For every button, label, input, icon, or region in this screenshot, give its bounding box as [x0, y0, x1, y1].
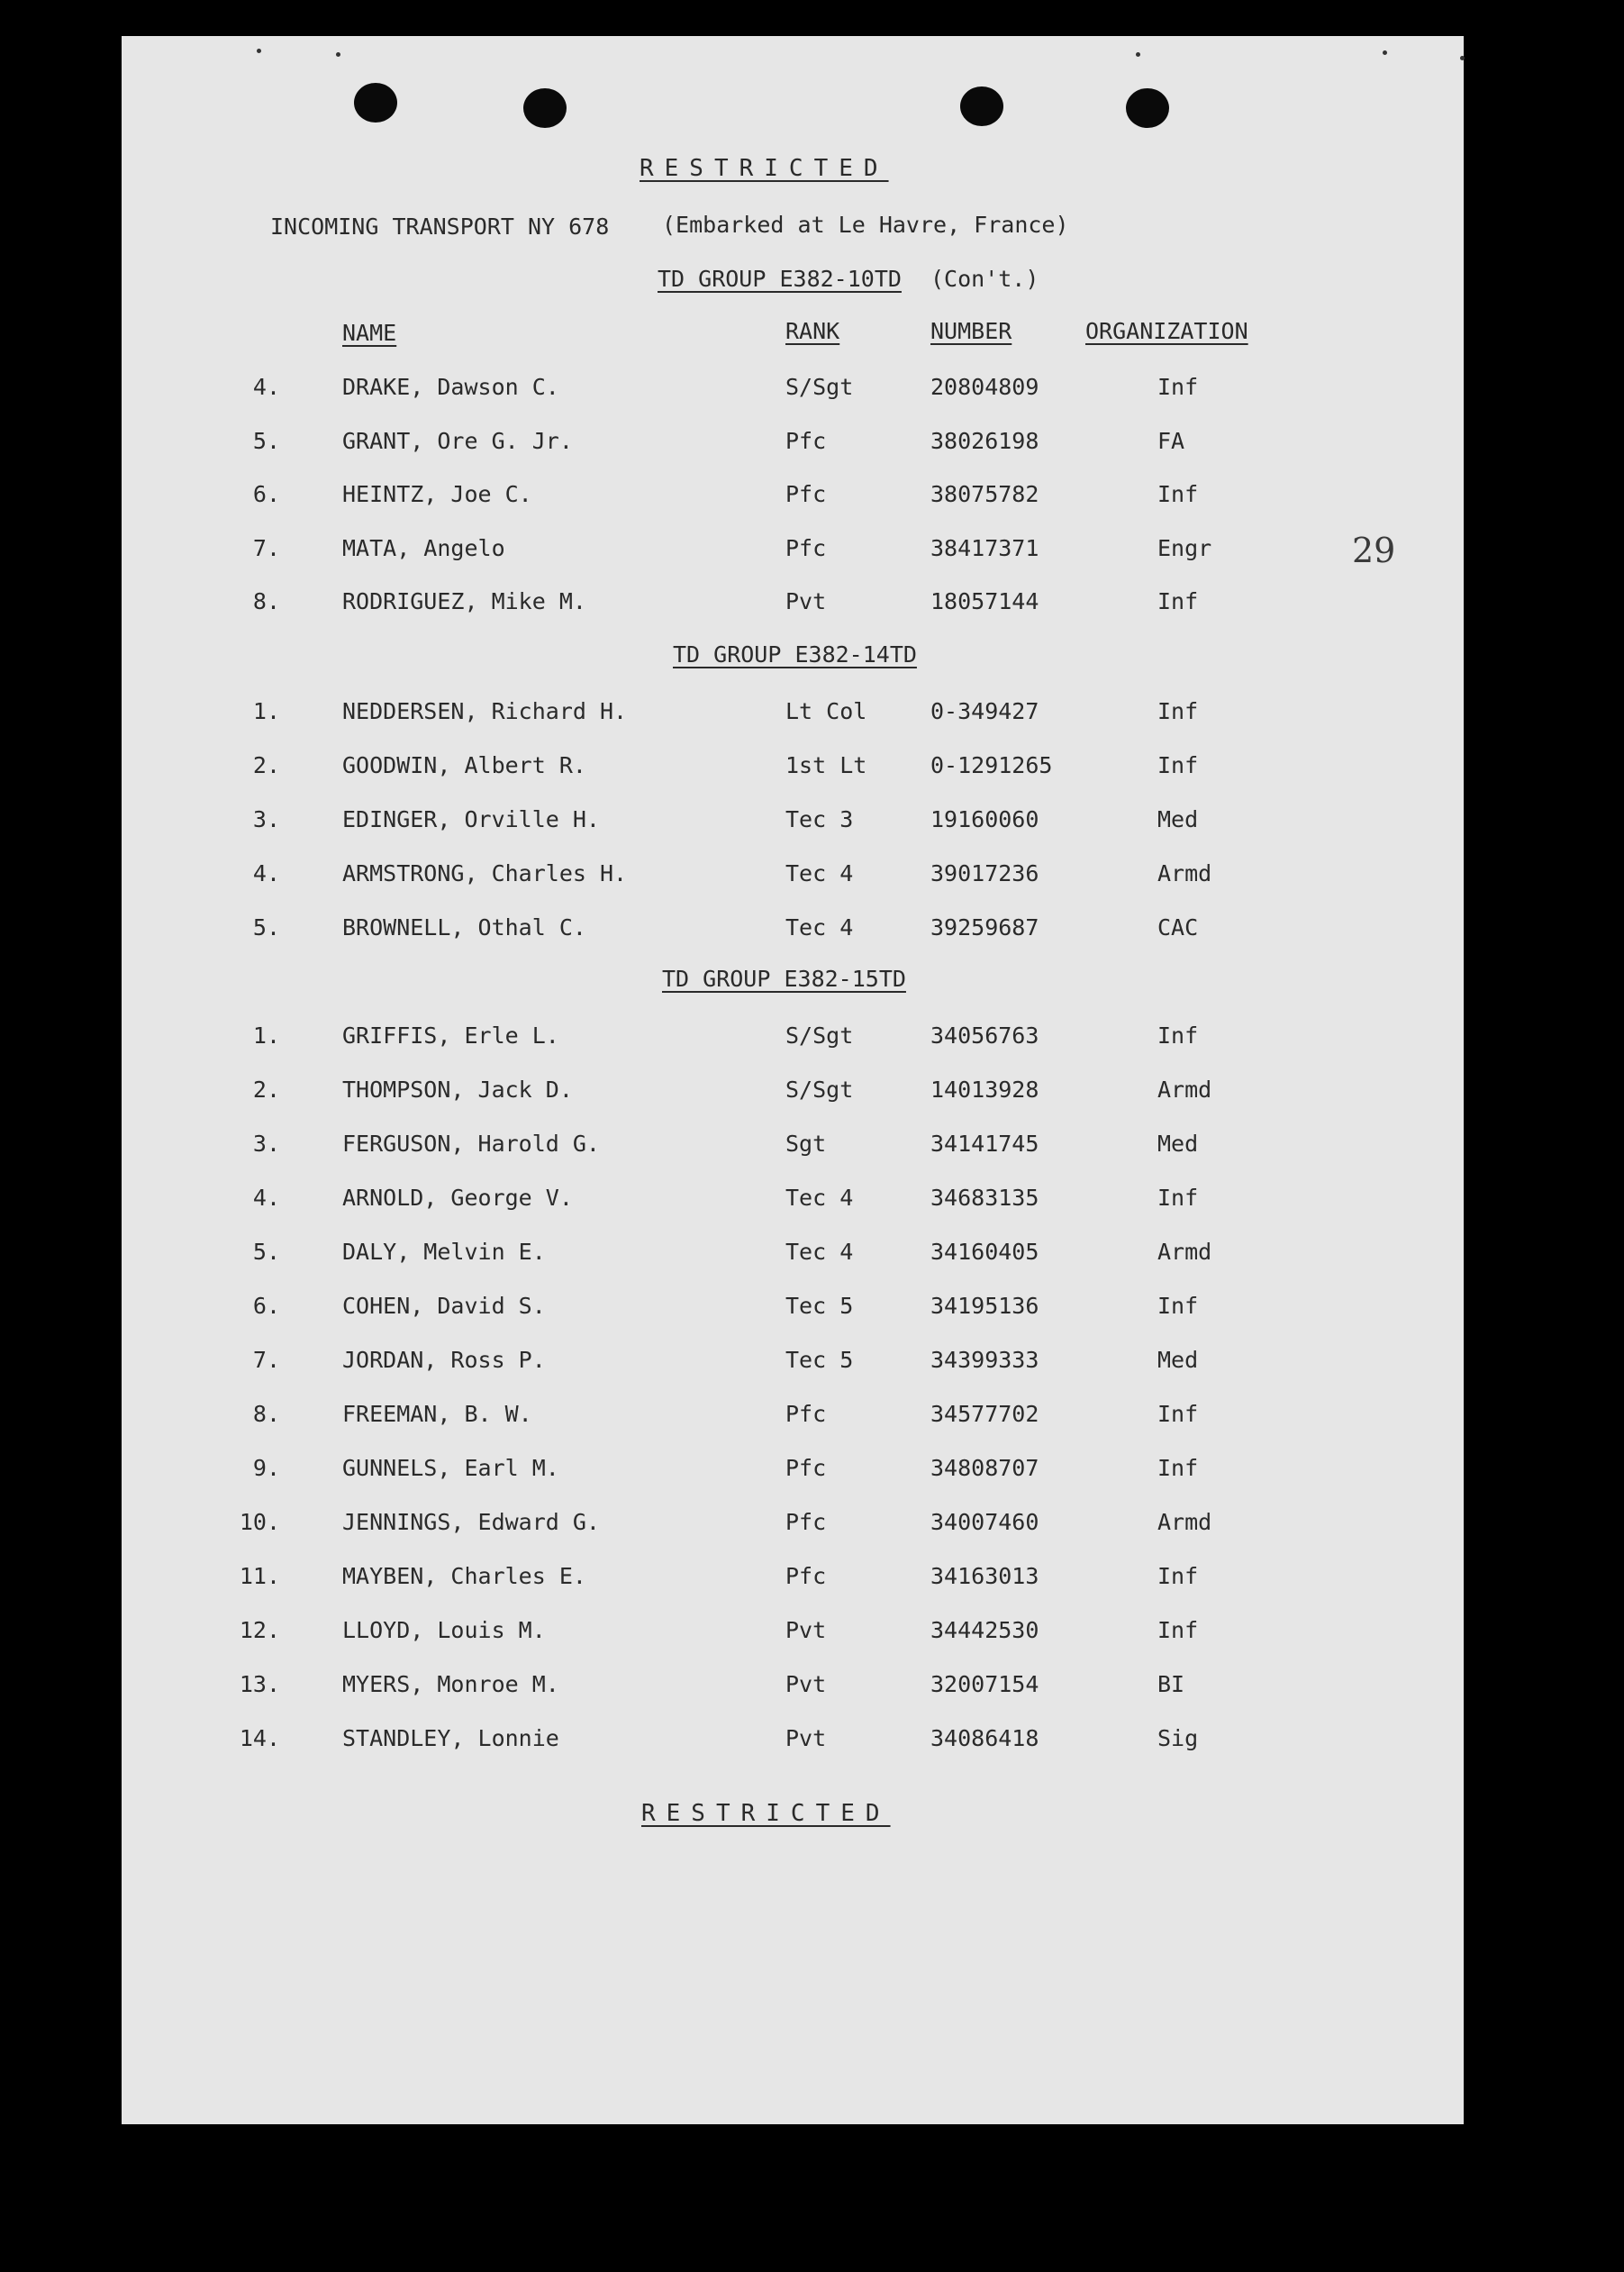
row-organization: Inf	[1157, 1185, 1199, 1211]
row-number: 34007460	[930, 1509, 1039, 1535]
row-organization: Med	[1157, 1131, 1199, 1157]
row-number: 39017236	[930, 860, 1039, 886]
row-name: GOODWIN, Albert R.	[342, 752, 586, 778]
row-rank: Pvt	[785, 1671, 827, 1697]
row-index: 7.	[252, 535, 280, 561]
row-rank: S/Sgt	[785, 1077, 854, 1103]
row-organization: Inf	[1157, 1293, 1199, 1319]
row-rank: Tec 4	[785, 1239, 854, 1265]
row-number: 0-1291265	[930, 752, 1053, 778]
row-number: 14013928	[930, 1077, 1039, 1103]
row-rank: Tec 4	[785, 914, 854, 941]
row-index: 5.	[252, 1239, 280, 1265]
row-index: 8.	[252, 588, 280, 614]
row-name: GRIFFIS, Erle L.	[342, 1022, 559, 1049]
row-organization: Armd	[1157, 1077, 1212, 1103]
row-organization: Armd	[1157, 860, 1212, 886]
row-number: 34141745	[930, 1131, 1039, 1157]
speck	[336, 52, 340, 57]
row-rank: Pfc	[785, 1509, 827, 1535]
row-rank: Pfc	[785, 1455, 827, 1481]
row-name: ARMSTRONG, Charles H.	[342, 860, 628, 886]
row-name: MAYBEN, Charles E.	[342, 1563, 586, 1589]
row-index: 6.	[252, 481, 280, 507]
row-organization: Inf	[1157, 752, 1199, 778]
row-rank: S/Sgt	[785, 374, 854, 400]
row-organization: Inf	[1157, 698, 1199, 724]
row-number: 34399333	[930, 1347, 1039, 1373]
row-rank: Pfc	[785, 428, 827, 454]
speck	[1136, 52, 1140, 57]
transport-line: INCOMING TRANSPORT NY 678	[270, 214, 610, 240]
row-number: 34086418	[930, 1725, 1039, 1751]
column-header-name: NAME	[342, 320, 397, 346]
row-index: 4.	[252, 1185, 280, 1211]
row-organization: Inf	[1157, 1401, 1199, 1427]
row-name: RODRIGUEZ, Mike M.	[342, 588, 586, 614]
row-name: LLOYD, Louis M.	[342, 1617, 546, 1643]
row-organization: Inf	[1157, 588, 1199, 614]
row-number: 38417371	[930, 535, 1039, 561]
row-rank: Tec 5	[785, 1293, 854, 1319]
row-name: HEINTZ, Joe C.	[342, 481, 532, 507]
row-index: 3.	[252, 1131, 280, 1157]
embark-line: (Embarked at Le Havre, France)	[662, 212, 1069, 238]
row-index: 2.	[252, 752, 280, 778]
row-rank: Tec 3	[785, 806, 854, 832]
row-rank: Pfc	[785, 1401, 827, 1427]
row-index: 8.	[252, 1401, 280, 1427]
group-title: TD GROUP E382-15TD	[662, 966, 906, 992]
classification-footer: RESTRICTED	[641, 1800, 891, 1827]
row-name: JORDAN, Ross P.	[342, 1347, 546, 1373]
row-name: MATA, Angelo	[342, 535, 505, 561]
row-name: STANDLEY, Lonnie	[342, 1725, 559, 1751]
row-number: 34577702	[930, 1401, 1039, 1427]
row-number: 34056763	[930, 1022, 1039, 1049]
row-index: 10.	[239, 1509, 280, 1535]
row-organization: FA	[1157, 428, 1185, 454]
row-index: 6.	[252, 1293, 280, 1319]
row-organization: Med	[1157, 1347, 1199, 1373]
speck	[1383, 50, 1387, 55]
page-number: 29	[1352, 531, 1396, 570]
punch-hole	[523, 88, 567, 128]
row-number: 38026198	[930, 428, 1039, 454]
row-name: COHEN, David S.	[342, 1293, 546, 1319]
speck	[257, 49, 261, 53]
row-rank: Lt Col	[785, 698, 867, 724]
row-name: FERGUSON, Harold G.	[342, 1131, 600, 1157]
group-title: TD GROUP E382-10TD	[658, 266, 902, 292]
row-index: 7.	[252, 1347, 280, 1373]
row-index: 11.	[239, 1563, 280, 1589]
row-name: GRANT, Ore G. Jr.	[342, 428, 573, 454]
punch-hole	[354, 83, 397, 123]
row-index: 5.	[252, 428, 280, 454]
row-index: 14.	[239, 1725, 280, 1751]
row-index: 4.	[252, 374, 280, 400]
punch-hole	[1126, 88, 1169, 128]
row-index: 5.	[252, 914, 280, 941]
row-number: 38075782	[930, 481, 1039, 507]
group-suffix: (Con't.)	[930, 266, 1039, 292]
row-index: 9.	[252, 1455, 280, 1481]
row-number: 18057144	[930, 588, 1039, 614]
row-organization: Sig	[1157, 1725, 1199, 1751]
group-title: TD GROUP E382-14TD	[673, 641, 917, 668]
row-rank: 1st Lt	[785, 752, 867, 778]
row-name: EDINGER, Orville H.	[342, 806, 600, 832]
row-index: 13.	[239, 1671, 280, 1697]
row-organization: Inf	[1157, 481, 1199, 507]
row-name: GUNNELS, Earl M.	[342, 1455, 559, 1481]
row-name: DALY, Melvin E.	[342, 1239, 546, 1265]
row-rank: Sgt	[785, 1131, 827, 1157]
row-rank: Pvt	[785, 1725, 827, 1751]
column-header-rank: RANK	[785, 318, 840, 344]
row-number: 34808707	[930, 1455, 1039, 1481]
row-index: 4.	[252, 860, 280, 886]
row-rank: Pvt	[785, 1617, 827, 1643]
row-rank: Tec 4	[785, 860, 854, 886]
row-number: 0-349427	[930, 698, 1039, 724]
column-header-organization: ORGANIZATION	[1085, 318, 1248, 344]
row-number: 34195136	[930, 1293, 1039, 1319]
row-name: JENNINGS, Edward G.	[342, 1509, 600, 1535]
row-number: 20804809	[930, 374, 1039, 400]
row-index: 2.	[252, 1077, 280, 1103]
row-name: ARNOLD, George V.	[342, 1185, 573, 1211]
row-rank: Pfc	[785, 481, 827, 507]
row-organization: Inf	[1157, 1022, 1199, 1049]
row-rank: Pfc	[785, 1563, 827, 1589]
row-index: 3.	[252, 806, 280, 832]
row-name: DRAKE, Dawson C.	[342, 374, 559, 400]
row-organization: BI	[1157, 1671, 1185, 1697]
row-index: 1.	[252, 1022, 280, 1049]
row-organization: Med	[1157, 806, 1199, 832]
row-name: MYERS, Monroe M.	[342, 1671, 559, 1697]
row-name: NEDDERSEN, Richard H.	[342, 698, 628, 724]
punch-hole	[960, 86, 1003, 126]
row-rank: Pvt	[785, 588, 827, 614]
row-organization: Inf	[1157, 1563, 1199, 1589]
speck	[1460, 56, 1465, 60]
row-index: 1.	[252, 698, 280, 724]
row-rank: Tec 5	[785, 1347, 854, 1373]
row-organization: CAC	[1157, 914, 1199, 941]
row-organization: Inf	[1157, 1617, 1199, 1643]
row-number: 34442530	[930, 1617, 1039, 1643]
classification-header: RESTRICTED	[640, 155, 889, 182]
row-organization: Engr	[1157, 535, 1212, 561]
row-number: 32007154	[930, 1671, 1039, 1697]
row-name: FREEMAN, B. W.	[342, 1401, 532, 1427]
row-rank: Pfc	[785, 535, 827, 561]
row-number: 34683135	[930, 1185, 1039, 1211]
row-organization: Inf	[1157, 1455, 1199, 1481]
column-header-number: NUMBER	[930, 318, 1012, 344]
row-number: 34160405	[930, 1239, 1039, 1265]
row-name: BROWNELL, Othal C.	[342, 914, 586, 941]
row-number: 39259687	[930, 914, 1039, 941]
row-organization: Armd	[1157, 1239, 1212, 1265]
row-organization: Inf	[1157, 374, 1199, 400]
row-rank: Tec 4	[785, 1185, 854, 1211]
row-name: THOMPSON, Jack D.	[342, 1077, 573, 1103]
document-page	[122, 36, 1464, 2124]
row-number: 19160060	[930, 806, 1039, 832]
row-index: 12.	[239, 1617, 280, 1643]
row-organization: Armd	[1157, 1509, 1212, 1535]
row-number: 34163013	[930, 1563, 1039, 1589]
row-rank: S/Sgt	[785, 1022, 854, 1049]
